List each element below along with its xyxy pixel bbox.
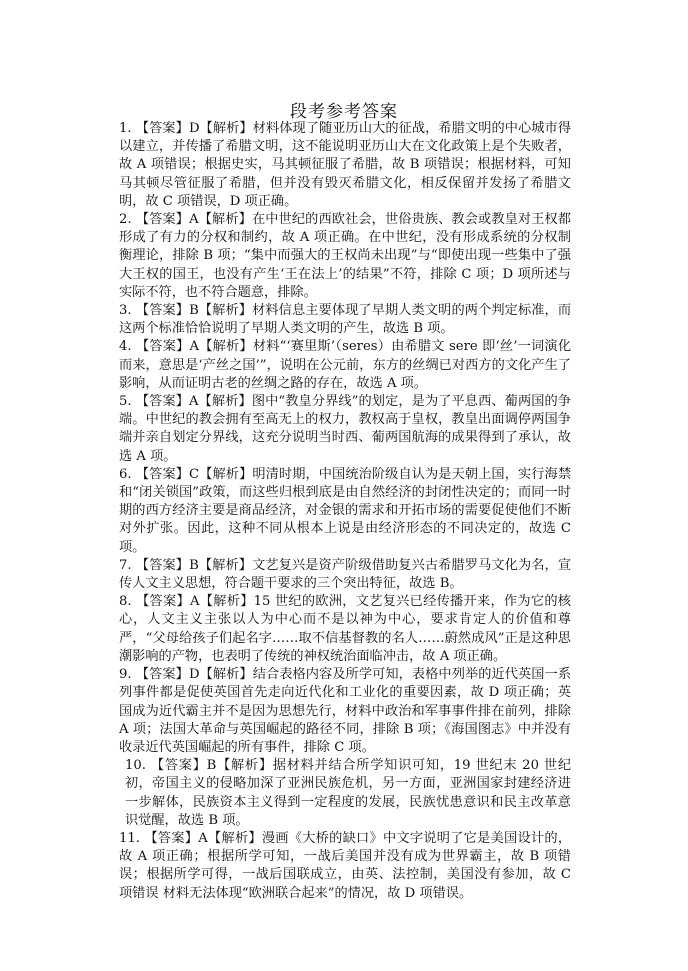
item-number: 11. [119, 830, 140, 846]
answer-item-8 [119, 593, 571, 666]
answer-item-11 [119, 830, 571, 903]
answer-choice: A [189, 394, 199, 410]
explain-tag: 【解析】 [198, 557, 253, 573]
item-number: 8. [119, 594, 132, 610]
explain-tag: 【解析】 [199, 594, 254, 610]
explain-tag: 【解析】 [198, 394, 252, 410]
answer-item-1 [119, 120, 571, 211]
explain-tag: 【解析】 [207, 830, 262, 846]
answer-item-7 [119, 557, 571, 593]
answer-tag: 【答案】 [144, 830, 199, 846]
answer-choice: D [188, 121, 200, 136]
explanation-text: 漫画《大桥的缺口》中文字说明了它是美国设计的，故 A 项正确；根据所学可知，一战后美国并没有成为世界霸主，故 B 项错误；根据所学可得，一战后国联成立，由英、法控制，美国没有参加，故 C 项错误 材料无法体现“欧洲联合起来”的情况，故 D 项错误。 [119, 830, 572, 901]
item-number: 5. [119, 394, 132, 410]
answer-choice: A [198, 830, 208, 846]
explanation-text: 材料体现了随亚历山大的征战，希腊文明的中心城市得以建立，并传播了希腊文明，这不能说明亚历山大在文化政策上是个失败者，故 A 项错误；根据史实，马其顿征服了希腊，故 B 项错误；根据材料，可知马其顿尽管征服了希腊，但并没有毁灭希腊文化，相反保留并发扬了希腊文明，故 C 项错误，D 项正确。 [119, 121, 572, 209]
explanation-text: 图中“教皇分界线”的划定，是为了平息西、葡两国的争端。中世纪的教会拥有至高无上的权力，教权高于皇权，教皇出面调停两国争端并亲自划定分界线，这充分说明当时西、葡两国航海的成果得到了承认，故选 A 项。 [119, 394, 572, 464]
item-number: 7. [119, 557, 132, 573]
explanation-text: 明清时期，中国统治阶级自认为是天朝上国，实行海禁和“闭关锁国”政策，而这些归根到底是由自然经济的封闭性决定的；而同一时期的西方经济主要是商品经济，对金银的需求和开拓市场的需要促使他们不断对外扩张。因此，这种不同从根本上说是由经济形态的不同决定的，故选 C 项。 [119, 466, 572, 555]
explanation-text: 材料信息主要体现了早期人类文明的两个判定标准，而这两个标准恰恰说明了早期人类文明的产生，故选 B 项。 [119, 303, 572, 337]
explain-tag: 【解析】 [198, 303, 253, 319]
explain-tag: 【解析】 [199, 339, 253, 355]
explanation-text: 结合表格内容及所学可知，表格中列举的近代英国一系列事件都是促使英国首先走向近代化和工业化的重要因素，故 D 项正确；英国成为近代霸主并不是因为思想先行，材料中政治和军事事件排在前列，排除 A 项；法国大革命与英国崛起的路径不同，排除 B 项；《海国图志》中并没有收录近代英国崛起的所有事件，排除 C 项。 [119, 667, 572, 755]
item-number: 9. [119, 667, 132, 683]
answer-item-5 [119, 393, 571, 466]
answer-list [119, 120, 571, 903]
answer-choice: B [189, 557, 199, 573]
explanation-text: 材料“‘赛里斯’（seres）由希腊文 sere 即‘丝’一词演化而来，意思是‘产丝之国’”，说明在公元前，东方的丝绸已对西方的文化产生了影响，从而证明古老的丝绸之路的存在，故选 A 项。 [119, 339, 572, 391]
answer-tag: 【答案】 [135, 557, 190, 573]
explanation-text: 15 世纪的欧洲，文艺复兴已经传播开来，作为它的核心，人文主义主张以人为中心而不是以神为中心，要求肯定人的价值和尊严，“父母给孩子们起名字……取不信基督教的名人……蔚然成风”正是这种思潮影响的产物，也表明了传统的神权统治面临冲击，故 A 项正确。 [119, 594, 571, 664]
answer-choice: B [206, 758, 217, 774]
answer-choice: D [188, 667, 200, 683]
answer-tag: 【答案】 [135, 212, 190, 228]
answer-item-4 [119, 338, 571, 393]
answer-item-3 [119, 302, 571, 338]
answer-tag: 【答案】 [136, 594, 190, 610]
answer-tag: 【答案】 [150, 758, 207, 774]
item-number: 3. [119, 303, 132, 319]
answer-tag: 【答案】 [135, 667, 189, 683]
answer-choice: A [189, 594, 200, 610]
answer-choice: A [189, 339, 200, 355]
explanation-text: 据材料并结合所学知识可知，19 世纪末 20 世纪初，帝国主义的侵略加深了亚洲民族危机，另一方面，亚洲国家封建经济进一步解体，民族资本主义得到一定程度的发展，民族忧患意识和民主改革意识觉醒，故选 B 项。 [125, 758, 572, 828]
item-number: 4. [119, 339, 132, 355]
answer-item-6 [119, 466, 571, 557]
answer-item-9 [119, 666, 571, 757]
explanation-text: 在中世纪的西欧社会，世俗贵族、教会或教皇对王权都形成了有力的分权和制约，故 A 项正确。在中世纪，没有形成系统的分权制衡理论，排除 B 项；“集中而强大的王权尚未出现”与“即使出现一些集中了强大王权的国王，也没有产生‘王在法上’的结果”不符，排除 C 项；D 项所述与实际不符，也不符合题意，排除。 [119, 212, 572, 300]
item-number: 2. [119, 212, 132, 228]
explanation-text: 文艺复兴是资产阶级借助复兴古希腊罗马文化为名，宣传人文主义思想，符合题干要求的三个突出特征，故选 B。 [119, 557, 572, 592]
page-title: 段考参考答案 [290, 102, 398, 122]
answer-choice: A [189, 212, 199, 228]
explain-tag: 【解析】 [198, 212, 252, 228]
item-number: 1. [119, 121, 132, 136]
answer-item-2 [119, 211, 571, 302]
answer-tag: 【答案】 [135, 466, 190, 482]
explain-tag: 【解析】 [216, 758, 273, 774]
answer-item-10 [119, 757, 571, 830]
answer-tag: 【答案】 [135, 121, 189, 136]
explain-tag: 【解析】 [199, 121, 253, 136]
answer-choice: C [189, 466, 200, 482]
explain-tag: 【解析】 [199, 667, 253, 683]
answer-tag: 【答案】 [135, 303, 190, 319]
item-number: 6. [119, 466, 132, 482]
answer-tag: 【答案】 [135, 394, 190, 410]
answer-tag: 【答案】 [136, 339, 190, 355]
item-number: 10. [125, 758, 146, 774]
answer-choice: B [189, 303, 199, 319]
explain-tag: 【解析】 [199, 466, 253, 482]
